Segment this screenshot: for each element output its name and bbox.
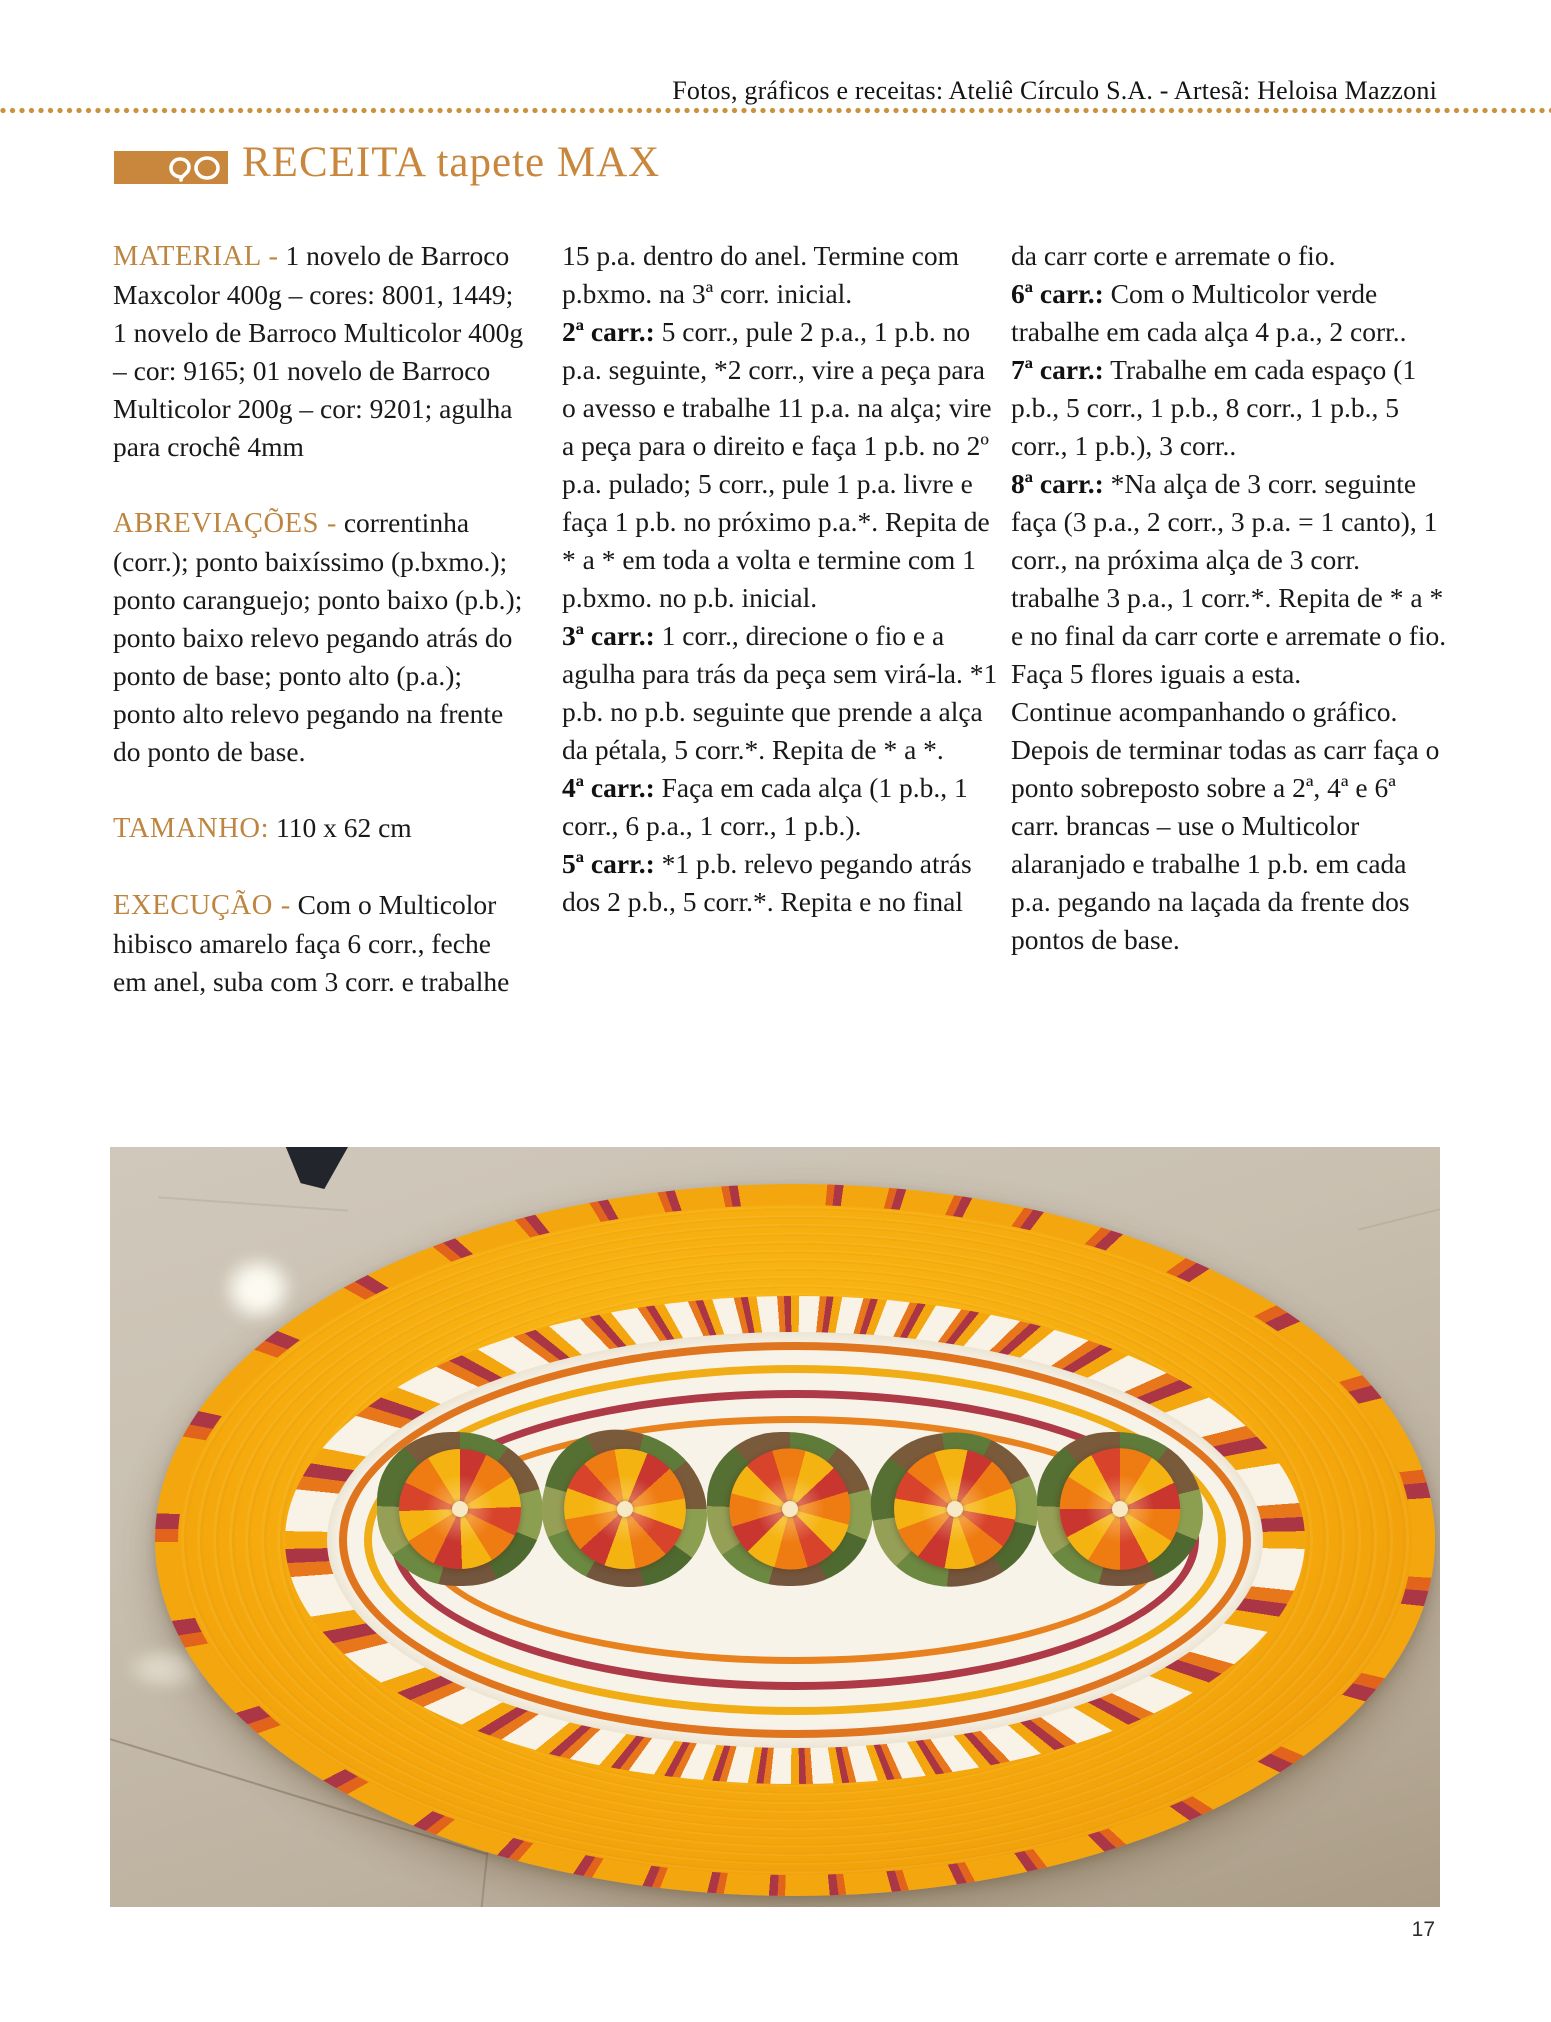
instruction-paragraph: 7ª carr.: Trabalhe em cada espaço (1 p.b., 5 corr., 1 p.b., 8 corr., 1 p.b., 5 corr., 1 p.b.), 3 corr.. bbox=[1011, 354, 1417, 461]
flower-center bbox=[782, 1501, 798, 1517]
page-number: 17 bbox=[1411, 1918, 1435, 1941]
instruction-paragraph: Continue acompanhando o gráfico. bbox=[1011, 696, 1398, 727]
instruction-paragraph: 4ª carr.: Faça em cada alça (1 p.b., 1 corr., 6 p.a., 1 corr., 1 p.b.). bbox=[562, 772, 968, 841]
flower-center bbox=[1112, 1501, 1128, 1517]
row-label: 8ª carr.: bbox=[1011, 468, 1104, 499]
flower-center bbox=[947, 1501, 963, 1517]
crochet-flower bbox=[1037, 1432, 1203, 1586]
tamanho-text: 110 x 62 cm bbox=[275, 812, 412, 843]
crochet-flower bbox=[542, 1432, 708, 1586]
flower-center bbox=[617, 1501, 633, 1517]
instruction-paragraph: 15 p.a. dentro do anel. Termine com p.bxmo. na 3ª corr. inicial. bbox=[562, 240, 959, 309]
row-label: 5ª carr.: bbox=[562, 848, 655, 879]
column-instructions-2 bbox=[1011, 237, 1447, 959]
execucao-label: EXECUÇÃO - bbox=[113, 890, 291, 921]
execucao-paragraph bbox=[113, 886, 525, 1001]
row-label: 6ª carr.: bbox=[1011, 278, 1104, 309]
instruction-paragraph: 5ª carr.: *1 p.b. relevo pegando atrás dos 2 p.b., 5 corr.*. Repita e no final bbox=[562, 848, 972, 917]
title-bar bbox=[114, 151, 228, 184]
row-label: 4ª carr.: bbox=[562, 772, 655, 803]
tamanho-label: TAMANHO: bbox=[113, 813, 270, 844]
row-label: 3ª carr.: bbox=[562, 620, 655, 651]
credits-line: Fotos, gráficos e receitas: Ateliê Círculo S.A. - Artesã: Heloisa Mazzoni bbox=[672, 76, 1437, 105]
crochet-flower bbox=[707, 1432, 873, 1586]
column-instructions-1 bbox=[562, 237, 998, 921]
row-label: 2ª carr.: bbox=[562, 316, 655, 347]
instruction-paragraph: 6ª carr.: Com o Multicolor verde trabalhe em cada alça 4 p.a., 2 corr.. bbox=[1011, 278, 1407, 347]
row-label: 7ª carr.: bbox=[1011, 354, 1104, 385]
dotted-divider bbox=[0, 107, 1551, 114]
instruction-paragraph: Depois de terminar todas as carr faça o ponto sobreposto sobre a 2ª, 4ª e 6ª carr. brancas – use o Multicolor alaranjado e trabalhe 1 p.b. em cada p.a. pegando na laçada da frente dos pontos de base. bbox=[1011, 734, 1440, 955]
column-material bbox=[113, 237, 525, 1039]
material-text: 1 novelo de Barroco Maxcolor 400g – cores: 8001, 1449; 1 novelo de Barroco Multicolor 400g – cor: 9165; 01 novelo de Barroco Multicolor 200g – cor: 9201; agulha para crochê 4mm bbox=[113, 240, 524, 462]
rug-photo bbox=[110, 1147, 1440, 1907]
instruction-paragraph: 3ª carr.: 1 corr., direcione o fio e a agulha para trás da peça sem virá-la. *1 p.b. no p.b. seguinte que prende a alça da pétala, 5 corr.*. Repita de * a *. bbox=[562, 620, 998, 765]
instruction-paragraph: 2ª carr.: 5 corr., pule 2 p.a., 1 p.b. no p.a. seguinte, *2 corr., vire a peça para o avesso e trabalhe 11 p.a. na alça; vire a peça para o direito e faça 1 p.b. no 2º p.a. pulado; 5 corr., pule 1 p.a. livre e faça 1 p.b. no próximo p.a.*. Repita de * a * em toda a volta e termine com 1 p.bxmo. no p.b. inicial. bbox=[562, 316, 992, 613]
page-title: RECEITA tapete MAX bbox=[242, 139, 661, 186]
abreviacoes-paragraph bbox=[113, 504, 525, 771]
instruction-paragraph: 8ª carr.: *Na alça de 3 corr. seguinte faça (3 p.a., 2 corr., 3 p.a. = 1 canto), 1 corr., na próxima alça de 3 corr. trabalhe 3 p.a., 1 corr.*. Repita de * a * e no final da carr corte e arremate o fio. bbox=[1011, 468, 1447, 651]
tamanho-paragraph bbox=[113, 809, 525, 848]
crochet-flower bbox=[377, 1432, 543, 1586]
instruction-paragraph: Faça 5 flores iguais a esta. bbox=[1011, 658, 1302, 689]
crochet-rug bbox=[155, 1184, 1435, 1896]
execucao-text: Com o Multicolor hibisco amarelo faça 6 corr., feche em anel, suba com 3 corr. e trabalhe bbox=[113, 889, 510, 997]
abreviacoes-label: ABREVIAÇÕES - bbox=[113, 508, 337, 539]
dark-furniture-leg bbox=[274, 1147, 348, 1189]
material-paragraph bbox=[113, 237, 525, 466]
flower-center bbox=[452, 1501, 468, 1517]
abreviacoes-text: correntinha (corr.); ponto baixíssimo (p.bxmo.); ponto caranguejo; ponto baixo (p.b.); ponto baixo relevo pegando atrás do ponto de base; ponto alto (p.a.); ponto alto relevo pegando na frente do ponto de base. bbox=[113, 507, 523, 767]
crochet-flower bbox=[872, 1432, 1038, 1586]
yarn-ornament-icon bbox=[168, 153, 224, 182]
instruction-paragraph: da carr corte e arremate o fio. bbox=[1011, 240, 1336, 271]
material-label: MATERIAL - bbox=[113, 241, 279, 272]
